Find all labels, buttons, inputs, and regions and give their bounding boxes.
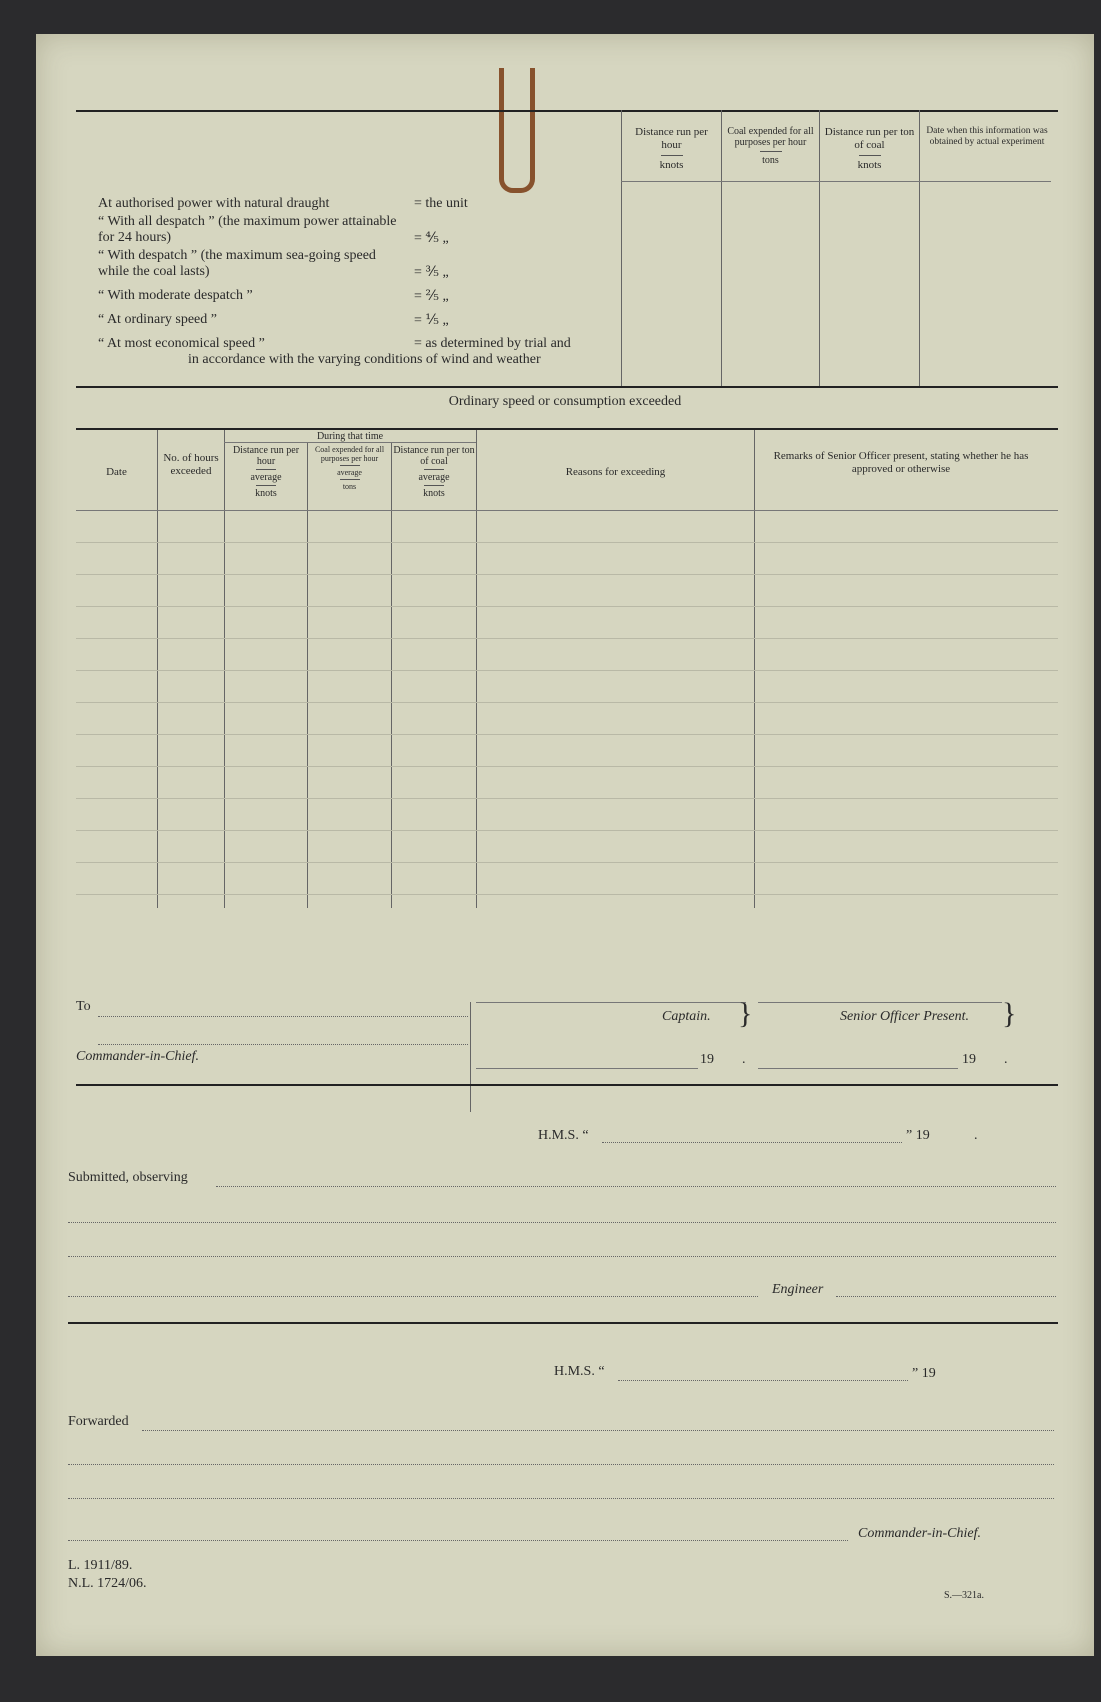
row-authorised-value: = the unit xyxy=(414,196,468,211)
row-moderate-value: = ⅖ „ xyxy=(414,289,449,304)
group-header-during: During that time xyxy=(316,431,384,442)
hms-year-1: ” 19 xyxy=(906,1128,930,1143)
reference-l: L. 1911/89. xyxy=(68,1558,133,1573)
col-hours-exceeded: No. of hours exceeded xyxy=(163,452,219,477)
col-date: Date xyxy=(106,466,127,478)
row-ordinary-speed: “ At ordinary speed ” xyxy=(98,312,217,327)
reference-nl: N.L. 1724/06. xyxy=(68,1576,147,1591)
engineer-label: Engineer xyxy=(772,1282,824,1297)
captain-label: Captain. xyxy=(662,1009,711,1024)
ship-name-field-2[interactable] xyxy=(618,1380,908,1381)
hms-label-2: H.M.S. “ xyxy=(554,1364,605,1379)
col-reasons: Reasons for exceeding xyxy=(565,466,666,478)
submitted-observing-label: Submitted, observing xyxy=(68,1170,188,1185)
col-remarks: Remarks of Senior Officer present, stating whether he has approved or otherwise xyxy=(773,450,1029,475)
form-page: Distance run per hour knots Coal expended for all purposes per hour tons Distance run per ton of coal knots Date when this information was obtained by actual experiment At authorised power with natural draught = the unit “ With all despatch ” (the maximum power attainable for 24 hours) = ⅘ „ “ With despatch ” (the maximum sea-going speed while the coal lasts) = ⅗ „ “ With moderate despatch ” = ⅖ „ “ At ordinary speed ” = ⅕ „ “ At most economical speed ” = as determined by trial and in accordance with the varying conditions of wind and weather Ordinary speed or consumption exceeded During that time Date No. of hours exceeded Distance run per hour average knots Coal expended for all purposes per hour average tons Distance run per ton of coal average knots Reasons for exceeding Remarks of Senior Officer present, stating whether he has approved or otherwise To Commander-in-Chief. Captain. } 19 . Senior Officer Present. } 19 . H.M.S. “ ” 19 . Submitted, observing Engineer H.M.S. “ ” 19 Forwarded Commander-in-Chief. L. 1911/89. N.L. 1724/06. S.—321a. xyxy=(36,34,1094,1656)
observations-line-3[interactable] xyxy=(68,1256,1056,1257)
hms-label-1: H.M.S. “ xyxy=(538,1128,589,1143)
col-header-coal: Coal expended for all purposes per hour tons xyxy=(727,126,814,166)
row-authorised-power: At authorised power with natural draught xyxy=(98,196,330,211)
paper-clip-icon xyxy=(499,68,535,193)
col-header-per-ton: Distance run per ton of coal knots xyxy=(824,126,915,171)
forwarded-line-3[interactable] xyxy=(68,1498,1054,1499)
row-ordinary-value: = ⅕ „ xyxy=(414,313,449,328)
captain-year: 19 xyxy=(700,1052,714,1067)
forwarded-line-1[interactable] xyxy=(142,1430,1054,1431)
forward-commander-label: Commander-in-Chief. xyxy=(858,1526,981,1541)
observations-line-1[interactable] xyxy=(216,1186,1056,1187)
top-rule xyxy=(76,110,1058,112)
row-economical-conditions: in accordance with the varying conditions of wind and weather xyxy=(188,352,541,367)
row-economical-speed: “ At most economical speed ” xyxy=(98,336,265,351)
commander-in-chief-label: Commander-in-Chief. xyxy=(76,1049,199,1064)
row-moderate-despatch: “ With moderate despatch ” xyxy=(98,288,253,303)
row-despatch: “ With despatch ” (the maximum sea-going speed while the coal lasts) xyxy=(98,248,376,279)
senior-officer-label: Senior Officer Present. xyxy=(840,1009,969,1024)
ship-name-field-1[interactable] xyxy=(602,1142,902,1143)
row-despatch-value: = ⅗ „ xyxy=(414,265,449,280)
row-all-despatch: “ With all despatch ” (the maximum power attainable for 24 hours) xyxy=(98,214,397,245)
engineer-signature-line[interactable] xyxy=(68,1296,758,1297)
forwarded-line-2[interactable] xyxy=(68,1464,1054,1465)
senior-year: 19 xyxy=(962,1052,976,1067)
commander-signature-line[interactable] xyxy=(68,1540,848,1541)
forwarded-label: Forwarded xyxy=(68,1414,129,1429)
col-header-date-obtained: Date when this information was obtained by actual experiment xyxy=(926,126,1048,147)
row-economical-value: = as determined by trial and xyxy=(414,336,571,351)
col-dist-per-ton: Distance run per ton of coal average knots xyxy=(393,445,475,499)
row-all-despatch-value: = ⅘ „ xyxy=(414,231,449,246)
exceeded-title: Ordinary speed or consumption exceeded xyxy=(448,394,682,409)
hms-year-2: ” 19 xyxy=(912,1366,936,1381)
form-number: S.—321a. xyxy=(944,1590,984,1601)
col-header-distance: Distance run per hour knots xyxy=(635,126,708,171)
to-label: To xyxy=(76,999,91,1014)
col-dist-per-hour: Distance run per hour average knots xyxy=(232,445,300,499)
observations-line-2[interactable] xyxy=(68,1222,1056,1223)
col-coal-per-hour: Coal expended for all purposes per hour average tons xyxy=(314,445,385,491)
